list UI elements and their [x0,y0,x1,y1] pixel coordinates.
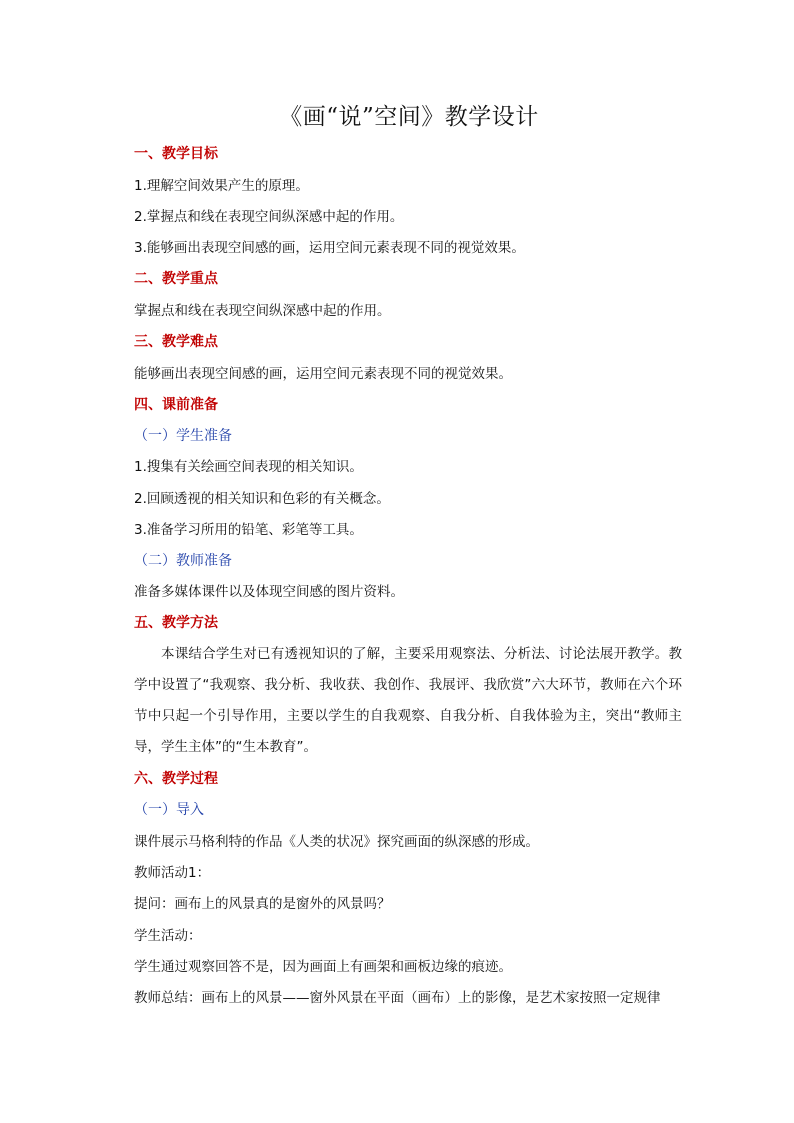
intro-line-2: 教师活动1： [134,865,211,881]
goal-item-2: 2.掌握点和线在表现空间纵深感中起的作用。 [134,209,404,225]
methods-paragraph: 本课结合学生对已有透视知识的了解，主要采用观察法、分析法、讨论法展开教学。教学中设置了“我观察、我分析、我收获、我创作、我展评、我欣赏”六大环节，教师在六个环节中只起一个引导作用，主要以学生的自我观察、自我分析、自我体验为主，突出“教师主导，学生主体”的“生本教育”。 [134,646,682,755]
subheading-intro: （一）导入 [134,802,204,818]
page-title: 《画“说”空间》教学设计 [279,104,539,130]
section-heading-key-points: 二、教学重点 [134,271,218,287]
subheading-student-preparation: （一）学生准备 [134,428,232,444]
difficulties-text: 能够画出表现空间感的画，运用空间元素表现不同的视觉效果。 [134,366,512,382]
teacher-prep-text: 准备多媒体课件以及体现空间感的图片资料。 [134,584,404,600]
section-heading-difficulties: 三、教学难点 [134,334,218,350]
intro-line-3: 提问：画布上的风景真的是窗外的风景吗？ [134,896,391,912]
intro-line-6: 教师总结：画布上的风景——窗外风景在平面（画布）上的影像，是艺术家按照一定规律 [134,990,661,1006]
intro-line-5: 学生通过观察回答不是，因为画面上有画架和画板边缘的痕迹。 [134,959,512,975]
student-prep-item-2: 2.回顾透视的相关知识和色彩的有关概念。 [134,491,390,507]
goal-item-3: 3.能够画出表现空间感的画，运用空间元素表现不同的视觉效果。 [134,240,525,256]
subheading-teacher-preparation: （二）教师准备 [134,553,232,569]
section-heading-process: 六、教学过程 [134,771,218,787]
intro-line-4: 学生活动： [134,928,202,944]
section-heading-preparation: 四、课前准备 [134,397,218,413]
student-prep-item-1: 1.搜集有关绘画空间表现的相关知识。 [134,459,363,475]
section-heading-methods: 五、教学方法 [134,615,218,631]
student-prep-item-3: 3.准备学习所用的铅笔、彩笔等工具。 [134,522,363,538]
key-points-text: 掌握点和线在表现空间纵深感中起的作用。 [134,303,391,319]
intro-line-1: 课件展示马格利特的作品《人类的状况》探究画面的纵深感的形成。 [134,834,539,850]
goal-item-1: 1.理解空间效果产生的原理。 [134,178,309,194]
section-heading-goals: 一、教学目标 [134,146,218,162]
